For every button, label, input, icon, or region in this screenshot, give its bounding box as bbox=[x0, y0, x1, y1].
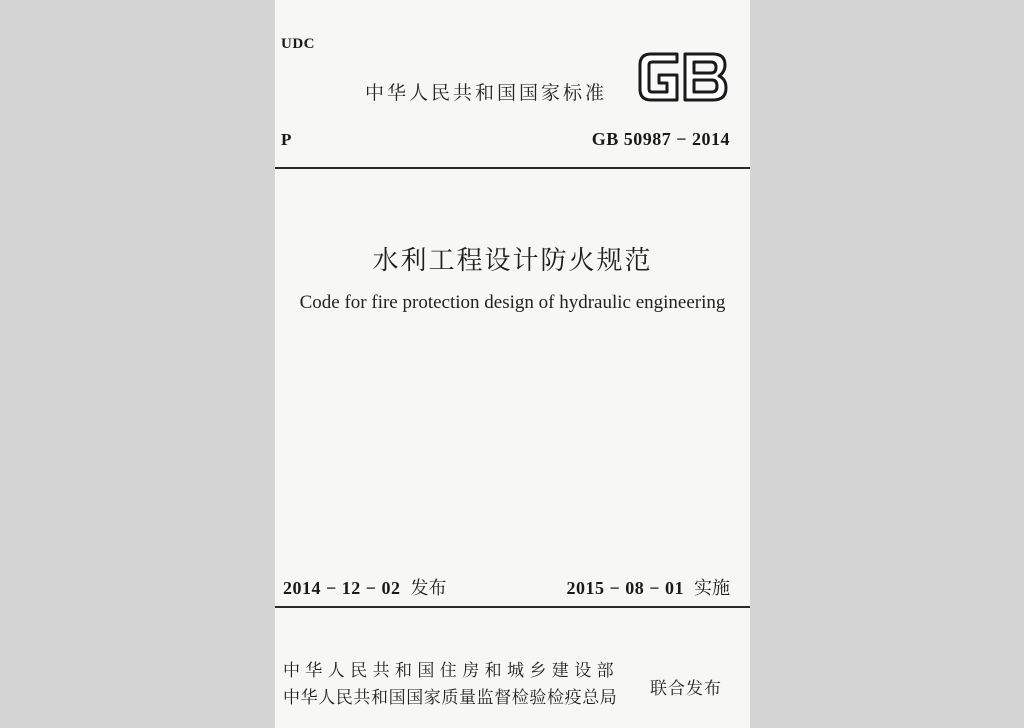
issue-date-line bbox=[283, 574, 447, 600]
issue-date: 2014 − 12 − 02 bbox=[283, 578, 401, 598]
implement-date: 2015 − 08 − 01 bbox=[566, 578, 684, 598]
bottom-divider bbox=[275, 606, 750, 608]
national-standard-name: 中华人民共和国国家标准 bbox=[365, 82, 608, 104]
document-cover bbox=[275, 0, 750, 728]
implement-date-line bbox=[566, 574, 730, 600]
gb-logo-icon bbox=[637, 50, 729, 104]
joint-publish-label: 联合发布 bbox=[650, 679, 722, 699]
udc-label: UDC bbox=[281, 36, 315, 52]
category-code: P bbox=[281, 130, 292, 149]
issue-label: 发布 bbox=[410, 578, 447, 599]
top-divider bbox=[275, 167, 750, 169]
standard-number: GB 50987 − 2014 bbox=[591, 129, 730, 149]
publisher-ministry: 中华人民共和国住房和城乡建设部 bbox=[283, 661, 619, 681]
title-chinese: 水利工程设计防火规范 bbox=[372, 246, 653, 276]
publishers-block bbox=[283, 658, 619, 712]
title-english: Code for fire protection design of hydraulic engineering bbox=[299, 292, 726, 313]
publisher-aqsiq: 中华人民共和国国家质量监督检验检疫总局 bbox=[283, 688, 618, 708]
implement-label: 实施 bbox=[694, 578, 730, 599]
